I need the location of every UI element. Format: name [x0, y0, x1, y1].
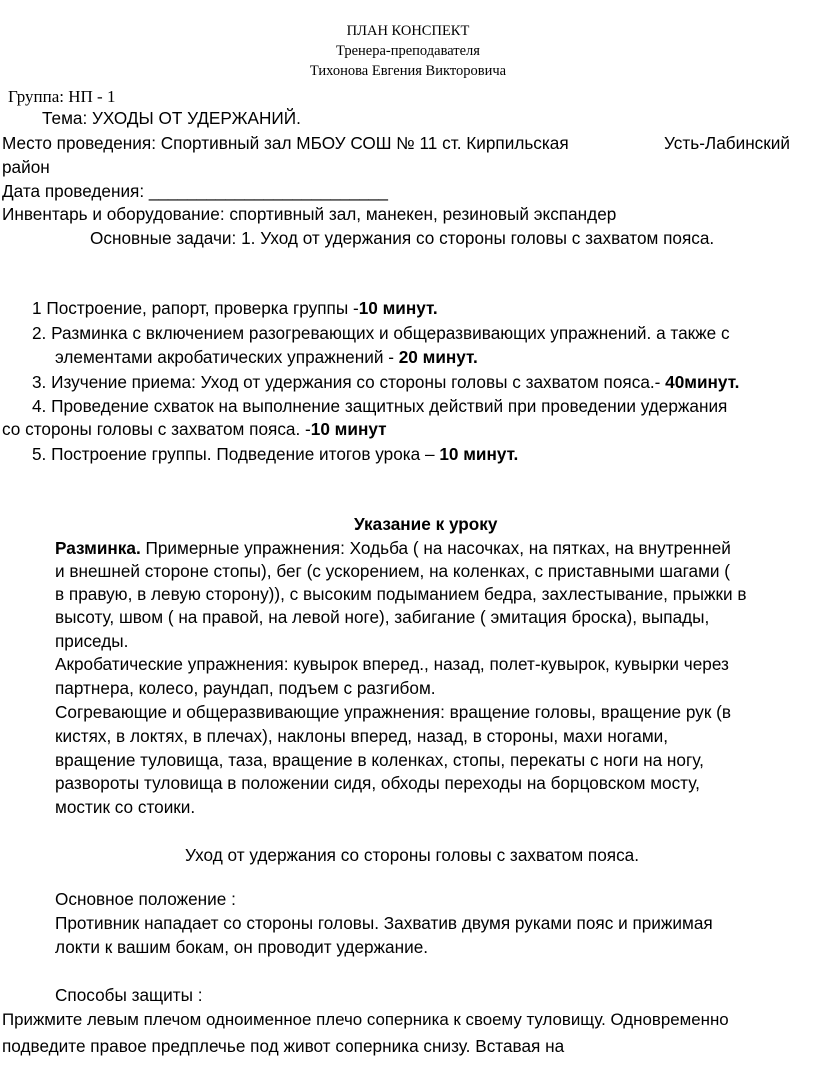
position-line-1: Противник нападает со стороны головы. Захватив двумя руками пояс и прижимая: [55, 913, 713, 933]
tasks-line: Основные задачи: 1. Уход от удержания со стороны головы с захватом пояса.: [90, 228, 715, 248]
plan-item-5: 5. Построение группы. Подведение итогов урока – 10 минут.: [32, 444, 519, 464]
plan-item-3: 3. Изучение приема: Уход от удержания со стороны головы с захватом пояса.- 40минут.: [32, 372, 740, 392]
technique-title: Уход от удержания со стороны головы с захватом пояса.: [185, 845, 640, 865]
warmup-label: Разминка.: [55, 538, 141, 558]
plan-item-1: 1 Построение, рапорт, проверка группы -10 минут.: [32, 298, 438, 318]
guide-heading: Указание к уроку: [354, 514, 498, 534]
warmup-line-7: партнера, колесо, раундап, подъем с разгибом.: [55, 678, 436, 698]
defense-label: Способы защиты :: [55, 985, 203, 1005]
plan-item-4-continued: со стороны головы с захватом пояса. -10 минут: [2, 419, 387, 439]
warmup-line-12: мостик со стоики.: [55, 797, 196, 817]
equipment-line: Инвентарь и оборудование: спортивный зал, манекен, резиновый экспандер: [2, 204, 617, 224]
warmup-line-11: развороты туловища в положении сидя, обходы переходы на борцовском мосту,: [55, 773, 700, 793]
plan-item-2-continued: элементами акробатических упражнений - 20 минут.: [55, 347, 478, 367]
defense-line-2: подведите правое предплечье под живот соперника снизу. Вставая на: [2, 1036, 565, 1056]
date-line: Дата проведения: _________________________: [2, 181, 388, 201]
document-author: Тихонова Евгения Викторовича: [309, 63, 507, 79]
warmup-line-3: в правую, в левую сторону)), с высоким подыманием бедра, захлестывание, прыжки в: [55, 584, 747, 604]
place-district: Усть-Лабинский: [664, 133, 791, 153]
group-line: Группа: НП - 1: [8, 87, 116, 106]
warmup-line-9: кистях, в локтях, в плечах), наклоны вперед, назад, в стороны, махи ногами,: [55, 726, 669, 746]
warmup-line-8: Согревающие и общеразвивающие упражнения: вращение головы, вращение рук (в: [55, 702, 731, 722]
topic-line: Тема: УХОДЫ ОТ УДЕРЖАНИЙ.: [42, 108, 301, 128]
warmup-line-2: и внешней стороне стопы), бег (с ускорением, на коленках, с приставными шагами (: [55, 561, 731, 581]
warmup-line-10: вращение туловища, таза, вращение в коленках, стопы, перекаты с ноги на ногу,: [55, 750, 704, 770]
position-label: Основное положение :: [55, 889, 236, 909]
plan-item-2: 2. Разминка с включением разогревающих и общеразвивающих упражнений. а также с: [32, 323, 730, 343]
warmup-line-1: Разминка. Примерные упражнения: Ходьба ( на насочках, на пятках, на внутренней: [55, 538, 731, 558]
place-line: Место проведения: Спортивный зал МБОУ СОШ № 11 ст. Кирпильская: [2, 133, 569, 153]
warmup-line-5: приседы.: [55, 631, 129, 651]
place-region: район: [2, 157, 50, 177]
defense-line-1: Прижмите левым плечом одноименное плечо соперника к своему туловищу. Одновременно: [2, 1010, 729, 1029]
warmup-line-4: высоту, швом ( на правой, на левой ноге), забигание ( эмитация броска), выпады,: [55, 607, 710, 627]
position-line-2: локти к вашим бокам, он проводит удержание.: [55, 937, 429, 957]
plan-item-4: 4. Проведение схваток на выполнение защитных действий при проведении удержания: [32, 396, 728, 416]
document-subtitle: Тренера-преподавателя: [336, 43, 480, 59]
document-title: ПЛАН КОНСПЕКТ: [346, 23, 470, 39]
warmup-line-6: Акробатические упражнения: кувырок вперед., назад, полет-кувырок, кувырки через: [55, 654, 729, 674]
